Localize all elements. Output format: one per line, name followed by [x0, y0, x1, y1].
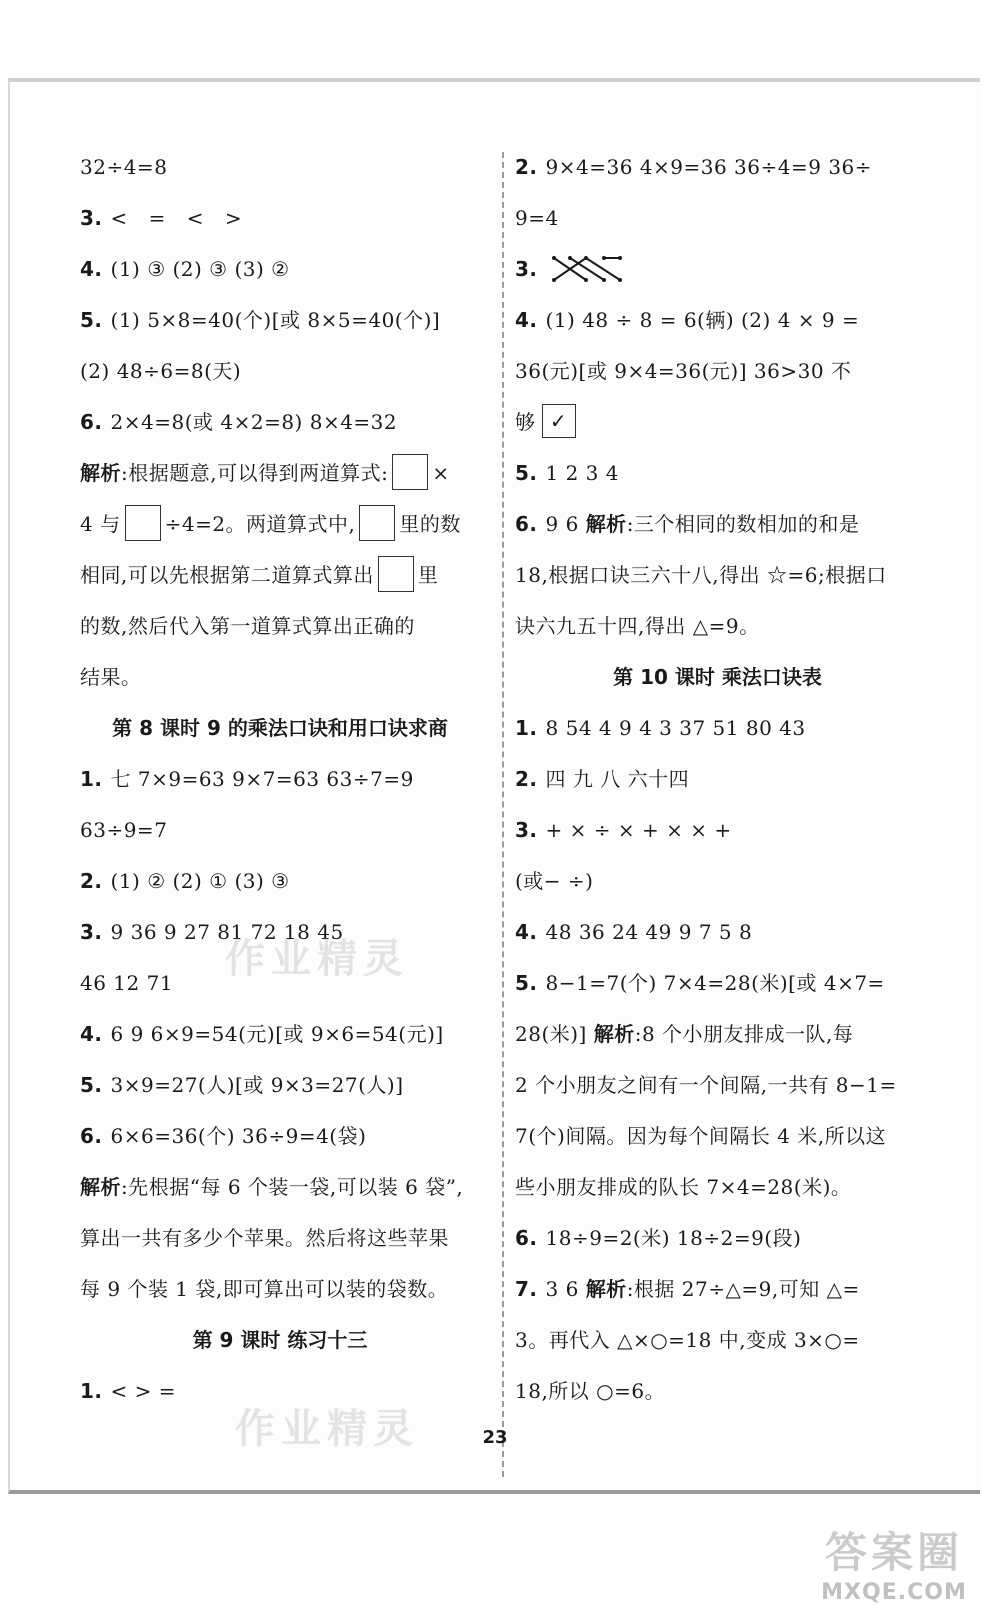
- answer-4-cont: 够 ✓: [515, 397, 920, 448]
- answer-3: 3. 9 36 9 27 81 72 18 45: [80, 907, 480, 958]
- left-column: [80, 142, 480, 1417]
- right-column: [515, 142, 920, 1417]
- answer-4: 4. 48 36 24 49 9 7 5 8: [515, 907, 920, 958]
- answer-3: 3. < = < >: [80, 193, 480, 244]
- answer-4-cont: 36(元)[或 9×4=36(元)] 36>30 不: [515, 346, 920, 397]
- answer-4: 4. (1) ③ (2) ③ (3) ②: [80, 244, 480, 295]
- answer-6: 6. 2×4=8(或 4×2=8) 8×4=32: [80, 397, 480, 448]
- matching-lines-icon: [552, 254, 622, 284]
- answer-3-cont: 46 12 71: [80, 958, 480, 1009]
- explanation-line: 算出一共有多少个苹果。然后将这些苹果: [80, 1213, 480, 1264]
- answer-5: 5. 1 2 3 4: [515, 448, 920, 499]
- watermark: 作业精灵: [225, 927, 409, 984]
- answer-6: 6. 18÷9=2(米) 18÷2=9(段): [515, 1213, 920, 1264]
- blank-box: [359, 505, 395, 541]
- answer-2: 2. 四 九 八 六十四: [515, 754, 920, 805]
- answer-5: 5. 3×9=27(人)[或 9×3=27(人)]: [80, 1060, 480, 1111]
- answer-2-cont: 9=4: [515, 193, 920, 244]
- answer-2: 2. (1) ② (2) ① (3) ③: [80, 856, 480, 907]
- answer-7: 7. 3 6 解析:根据 27÷△=9,可知 △=: [515, 1264, 920, 1315]
- answer-3: 3. + × ÷ × + × × +: [515, 805, 920, 856]
- explanation-line: 每 9 个装 1 袋,即可算出可以装的袋数。: [80, 1264, 480, 1315]
- explanation-line: 解析:根据题意,可以得到两道算式: ×: [80, 448, 480, 499]
- answer-4: 4. (1) 48 ÷ 8 = 6(辆) (2) 4 × 9 =: [515, 295, 920, 346]
- answer-5: 5. (1) 5×8=40(个)[或 8×5=40(个)]: [80, 295, 480, 346]
- explanation-line: 2 个小朋友之间有一个间隔,一共有 8−1=: [515, 1060, 920, 1111]
- lesson-heading-10: 第 10 课时 乘法口诀表: [515, 652, 920, 703]
- site-logo-url: MXQE.COM: [794, 1580, 994, 1605]
- answer-6: 6. 9 6 解析:三个相同的数相加的和是: [515, 499, 920, 550]
- watermark: 作业精灵: [235, 1397, 419, 1454]
- answer-3: 3.: [515, 244, 920, 295]
- answer-1: 1. < > =: [80, 1366, 480, 1417]
- explanation-line: 18,所以 ○=6。: [515, 1366, 920, 1417]
- explanation-line: 18,根据口诀三六十八,得出 ☆=6;根据口: [515, 550, 920, 601]
- answer-2: 2. 9×4=36 4×9=36 36÷4=9 36÷: [515, 142, 920, 193]
- page-number: 23: [10, 1427, 980, 1448]
- explanation-line: 4 与 ÷4=2。两道算式中, 里的数: [80, 499, 480, 550]
- answer-5-part2: (2) 48÷6=8(天): [80, 346, 480, 397]
- answer-line: 32÷4=8: [80, 142, 480, 193]
- answer-5: 5. 8−1=7(个) 7×4=28(米)[或 4×7=: [515, 958, 920, 1009]
- site-logo: [794, 1520, 994, 1600]
- check-mark-icon: ✓: [542, 404, 576, 438]
- answer-4: 4. 6 9 6×9=54(元)[或 9×6=54(元)]: [80, 1009, 480, 1060]
- explanation-line: 解析:先根据“每 6 个装一袋,可以装 6 袋”,: [80, 1162, 480, 1213]
- book-page: [8, 78, 980, 1494]
- explanation-line: 7(个)间隔。因为每个间隔长 4 米,所以这: [515, 1111, 920, 1162]
- lesson-heading-8: 第 8 课时 9 的乘法口诀和用口诀求商: [80, 703, 480, 754]
- column-divider: [502, 152, 504, 1477]
- answer-1: 1. 8 54 4 9 4 3 37 51 80 43: [515, 703, 920, 754]
- explanation-line: 3。再代入 △×○=18 中,变成 3×○=: [515, 1315, 920, 1366]
- site-logo-title: 答案圈: [794, 1520, 994, 1580]
- answer-6: 6. 6×6=36(个) 36÷9=4(袋): [80, 1111, 480, 1162]
- lesson-heading-9: 第 9 课时 练习十三: [80, 1315, 480, 1366]
- answer-3-cont: (或− ÷): [515, 856, 920, 907]
- blank-box: [392, 454, 428, 490]
- answer-1-cont: 63÷9=7: [80, 805, 480, 856]
- explanation-line: 的数,然后代入第一道算式算出正确的: [80, 601, 480, 652]
- explanation-line: 28(米)] 解析:8 个小朋友排成一队,每: [515, 1009, 920, 1060]
- explanation-line: 诀六九五十四,得出 △=9。: [515, 601, 920, 652]
- explanation-line: 相同,可以先根据第二道算式算出 里: [80, 550, 480, 601]
- blank-box: [378, 556, 414, 592]
- answer-1: 1. 七 7×9=63 9×7=63 63÷7=9: [80, 754, 480, 805]
- explanation-line: 些小朋友排成的队长 7×4=28(米)。: [515, 1162, 920, 1213]
- explanation-line: 结果。: [80, 652, 480, 703]
- blank-box: [125, 505, 161, 541]
